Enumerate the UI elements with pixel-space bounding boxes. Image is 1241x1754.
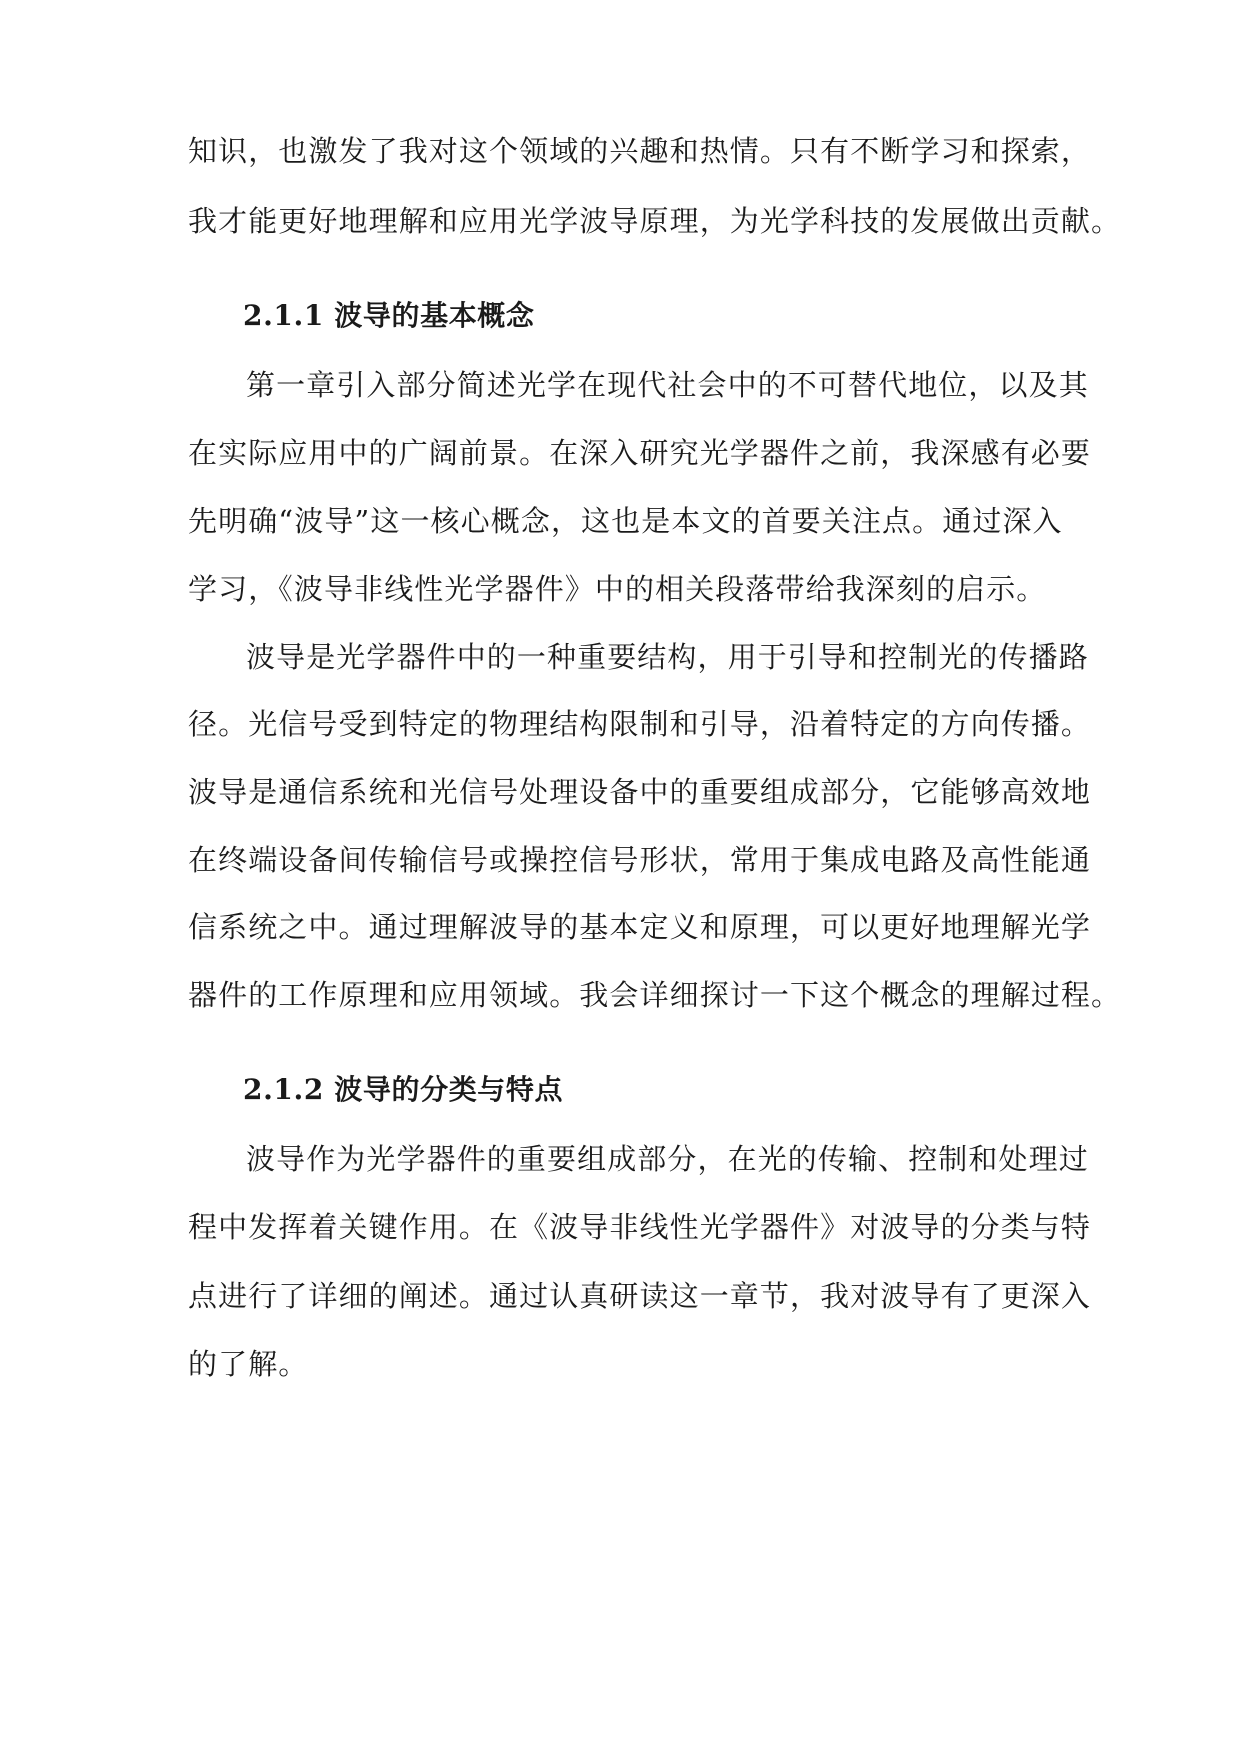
text-line: 知识，也激发了我对这个领域的兴趣和热情。只有不断学习和探索，	[188, 134, 1092, 168]
text-line: 波导是通信系统和光信号处理设备中的重要组成部分，它能够高效地	[188, 775, 1092, 809]
text-line: 器件的工作原理和应用领域。我会详细探讨一下这个概念的理解过程。	[188, 978, 1122, 1012]
text-line: 第一章引入部分简述光学在现代社会中的不可替代地位，以及其	[246, 368, 1089, 402]
text-line: 信系统之中。通过理解波导的基本定义和原理，可以更好地理解光学	[188, 910, 1092, 944]
text-line: 径。光信号受到特定的物理结构限制和引导，沿着特定的方向传播。	[188, 707, 1092, 741]
text-line: 波导是光学器件中的一种重要结构，用于引导和控制光的传播路	[246, 640, 1089, 674]
text-line: 的了解。	[188, 1347, 309, 1381]
text-line: 学习，《波导非线性光学器件》中的相关段落带给我深刻的启示。	[188, 572, 1047, 606]
text-line: 程中发挥着关键作用。在《波导非线性光学器件》对波导的分类与特	[188, 1210, 1092, 1244]
text-line: 在实际应用中的广阔前景。在深入研究光学器件之前，我深感有必要	[188, 436, 1092, 470]
section-heading: 2.1.1 波导的基本概念	[243, 299, 535, 332]
section-heading: 2.1.2 波导的分类与特点	[243, 1073, 564, 1106]
text-line: 在终端设备间传输信号或操控信号形状，常用于集成电路及高性能通	[188, 843, 1092, 877]
text-line: 波导作为光学器件的重要组成部分，在光的传输、控制和处理过	[246, 1142, 1089, 1176]
text-line: 先明确“波导”这一核心概念，这也是本文的首要关注点。通过深入	[188, 504, 1063, 538]
text-line: 我才能更好地理解和应用光学波导原理，为光学科技的发展做出贡献。	[188, 204, 1122, 238]
text-line: 点进行了详细的阐述。通过认真研读这一章节，我对波导有了更深入	[188, 1279, 1092, 1313]
